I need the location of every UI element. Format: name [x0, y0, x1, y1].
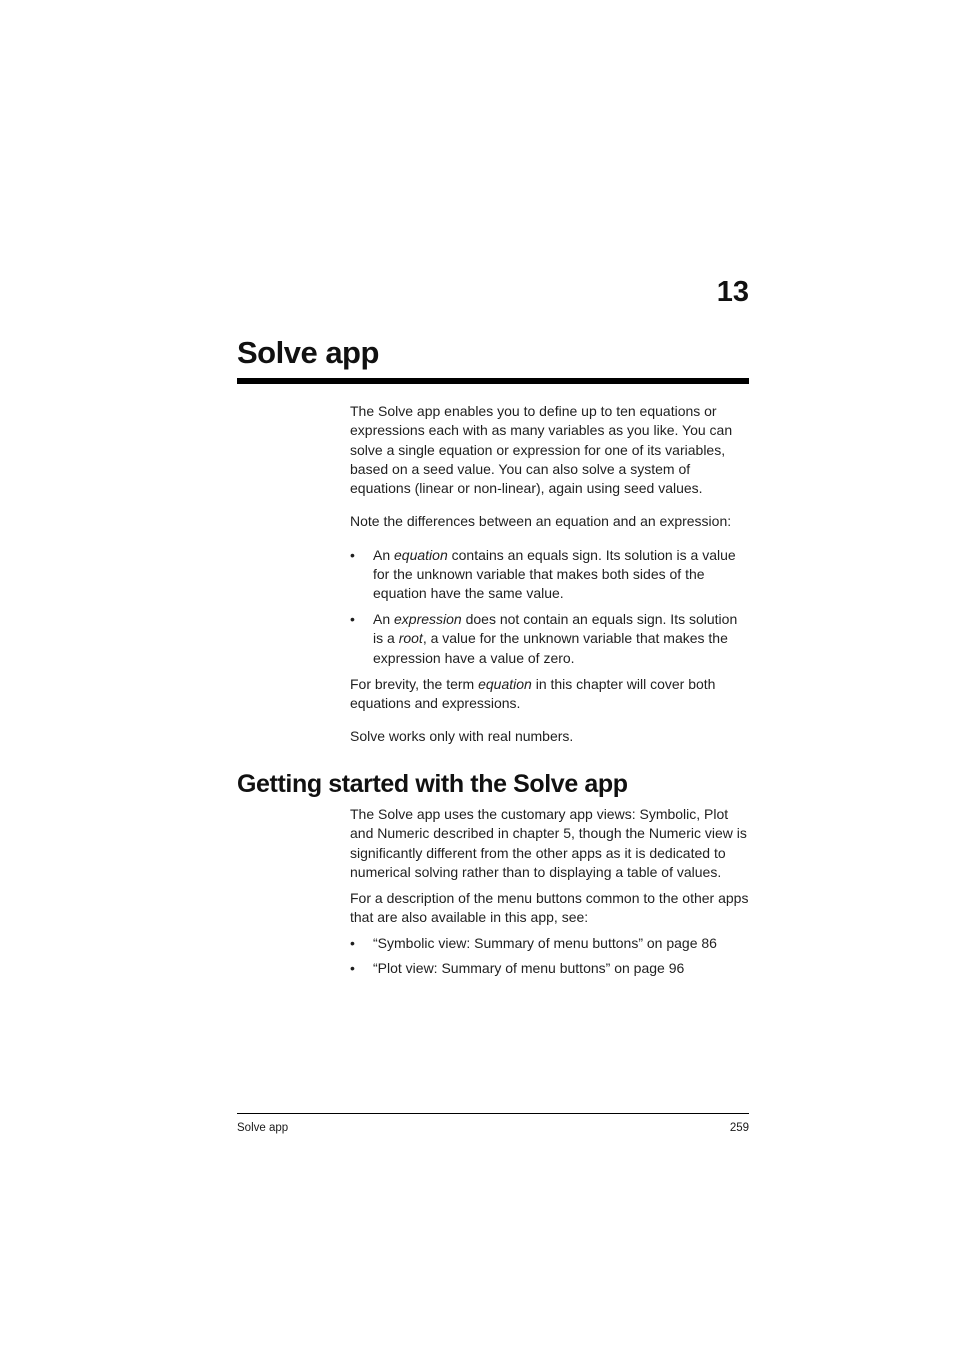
bullet-text-mid: does not contain an equals sign. Its solution is a	[373, 611, 738, 647]
footer-rule	[237, 1113, 749, 1114]
list-item-plot-ref	[350, 959, 750, 978]
intro-paragraph-3	[350, 675, 750, 714]
intro-block	[350, 402, 750, 746]
term-equation: equation	[394, 546, 448, 563]
bullet-icon: •	[350, 934, 355, 951]
bullet-text-pre: An	[373, 611, 395, 628]
list-item-equation	[350, 546, 750, 604]
section-paragraph-1: The Solve app uses the customary app views: Symbolic, Plot and Numeric described in chapter 5, though the Numeric view is significantly different from the other apps as it is dedicated to numerical solving rather than to displaying a table of values.	[350, 806, 747, 880]
intro-paragraph-1: The Solve app enables you to define up to ten equations or expressions each with as many variables as you like. You can solve a single equation or expression for one of its variables, based on a seed value. You can also solve a system of equations (linear or non-linear), again using seed values.	[350, 403, 733, 497]
chapter-number: 13	[716, 276, 749, 308]
section-block	[350, 805, 750, 978]
reference-link-plot[interactable]: “Plot view: Summary of menu buttons” on page 96	[373, 960, 685, 977]
intro-paragraph-4: Solve works only with real numbers.	[350, 728, 574, 745]
para3-post: in this chapter will cover both equations and expressions.	[350, 675, 716, 711]
reference-link-symbolic[interactable]: “Symbolic view: Summary of menu buttons” on page 86	[373, 934, 717, 951]
section-heading: Getting started with the Solve app	[237, 770, 628, 798]
list-item-expression	[350, 610, 750, 668]
footer-chapter-title: Solve app	[237, 1122, 289, 1134]
intro-paragraph-2: Note the differences between an equation and an expression:	[350, 513, 732, 530]
bullet-icon: •	[350, 611, 355, 628]
chapter-title: Solve app	[237, 335, 379, 370]
term-expression: expression	[394, 611, 462, 628]
reference-list	[350, 934, 750, 979]
term-root: root	[398, 630, 423, 647]
page-number: 259	[729, 1122, 749, 1134]
list-item-symbolic-ref	[350, 934, 750, 953]
term-equation-brevity: equation	[478, 675, 532, 692]
title-rule	[237, 378, 749, 384]
bullet-text-pre: An	[373, 546, 395, 563]
bullet-text-post: contains an equals sign. Its solution is a value for the unknown variable that makes both sides of the equation have the same value.	[373, 546, 736, 602]
section-paragraph-2: For a description of the menu buttons common to the other apps that are also available in this app, see:	[350, 889, 749, 925]
definition-list	[350, 546, 750, 668]
bullet-text-post: , a value for the unknown variable that makes the expression have a value of zero.	[373, 630, 728, 666]
bullet-icon: •	[350, 960, 355, 977]
bullet-icon: •	[350, 546, 355, 563]
para3-pre: For brevity, the term	[350, 675, 479, 692]
